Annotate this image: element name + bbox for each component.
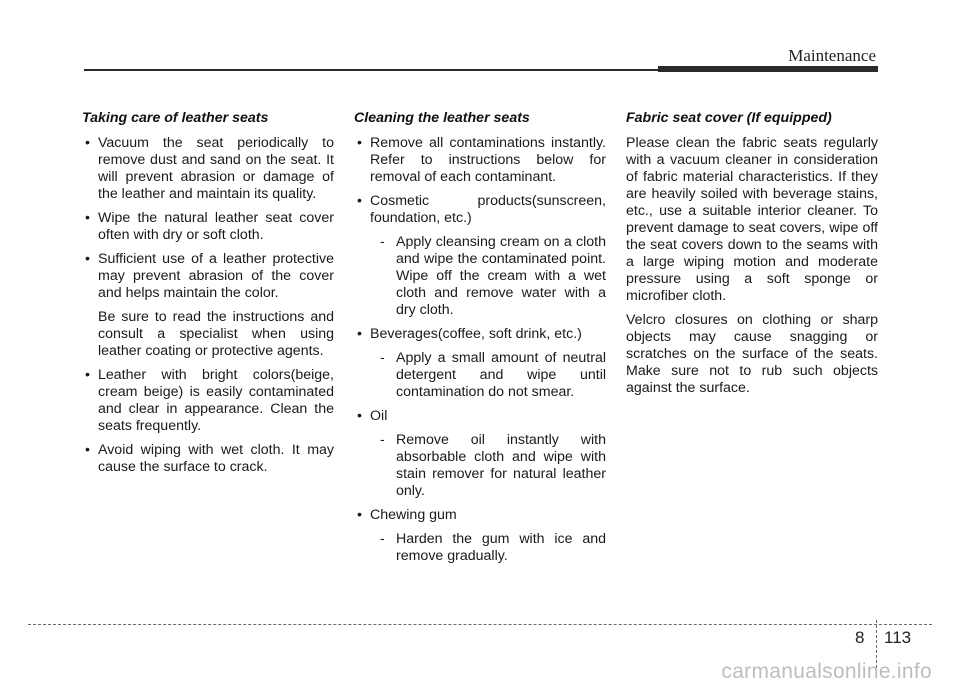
sub-item: - Harden the gum with ice and remove gradually. <box>380 531 606 564</box>
paragraph: Please clean the fabric seats regularly with a vacuum cleaner in consideration of fabric material characteristics. If they are heavily soiled with beverage stains, etc., use a suitable interior cleaner. To prevent damage to seat covers, wipe off the seat covers down to the seams with a large wiping motion and moderate pressure using a soft sponge or microfiber cloth. <box>626 135 878 304</box>
list-item: • Vacuum the seat periodically to remove dust and sand on the seat. It will prevent abrasion or damage of the leather and maintain its quality. <box>82 135 334 203</box>
section-heading: Taking care of leather seats <box>82 110 269 126</box>
bullet-list <box>354 135 606 565</box>
sub-item: - Apply cleansing cream on a cloth and wipe the contaminated point. Wipe off the cream with a wet cloth and remove water with a dry cloth. <box>380 234 606 318</box>
chapter-number: 8 <box>855 628 865 647</box>
paragraph: Velcro closures on clothing or sharp objects may cause snagging or scratches on the surface of the seats. Make sure not to rub such objects against the surface. <box>626 312 878 396</box>
column-leather-cleaning <box>354 110 606 572</box>
page-number: 113 <box>884 628 912 647</box>
header-rule-accent <box>658 66 878 72</box>
section-heading: Fabric seat cover (If equipped) <box>626 110 832 126</box>
list-item: • Chewing gum - Harden the gum with ice and remove gradually. <box>354 507 606 565</box>
watermark: carmanualsonline.info <box>721 660 932 683</box>
sub-item: - Apply a small amount of neutral detergent and wipe until contamination do not smear. <box>380 350 606 400</box>
sub-item: - Remove oil instantly with absorbable cloth and wipe with stain remover for natural leather only. <box>380 432 606 499</box>
list-item-note: Be sure to read the instructions and consult a specialist when using leather coating or protective agents. <box>98 309 334 359</box>
list-item: • Wipe the natural leather seat cover often with dry or soft cloth. <box>82 210 334 244</box>
list-item: • Remove all contaminations instantly. Refer to instructions below for removal of each contaminant. <box>354 135 606 186</box>
list-item: • Beverages(coffee, soft drink, etc.) - Apply a small amount of neutral detergent and wipe until contamination do not smear. <box>354 326 606 401</box>
list-item: • Avoid wiping with wet cloth. It may cause the surface to crack. <box>82 442 334 476</box>
header-rule <box>84 69 664 71</box>
list-item: • Oil - Remove oil instantly with absorbable cloth and wipe with stain remover for natural leather only. <box>354 408 606 500</box>
list-item: • Leather with bright colors(beige, cream beige) is easily contaminated and clear in appearance. Clean the seats frequently. <box>82 367 334 435</box>
column-leather-care <box>82 110 334 483</box>
page-header-title: Maintenance <box>788 46 876 65</box>
bullet-list <box>82 135 334 476</box>
column-fabric-cover <box>626 110 878 404</box>
list-item: • Sufficient use of a leather protective may prevent abrasion of the cover and helps maintain the color. Be sure to read the instructions and consult a specialist when using leather coating or protective agents. <box>82 251 334 360</box>
footer-divider <box>28 624 932 625</box>
list-item: • Cosmetic products(sunscreen, foundation, etc.) - Apply cleansing cream on a cloth and wipe the contaminated point. Wipe off the cream with a wet cloth and remove water with a dry cloth. <box>354 193 606 319</box>
section-heading: Cleaning the leather seats <box>354 110 530 126</box>
